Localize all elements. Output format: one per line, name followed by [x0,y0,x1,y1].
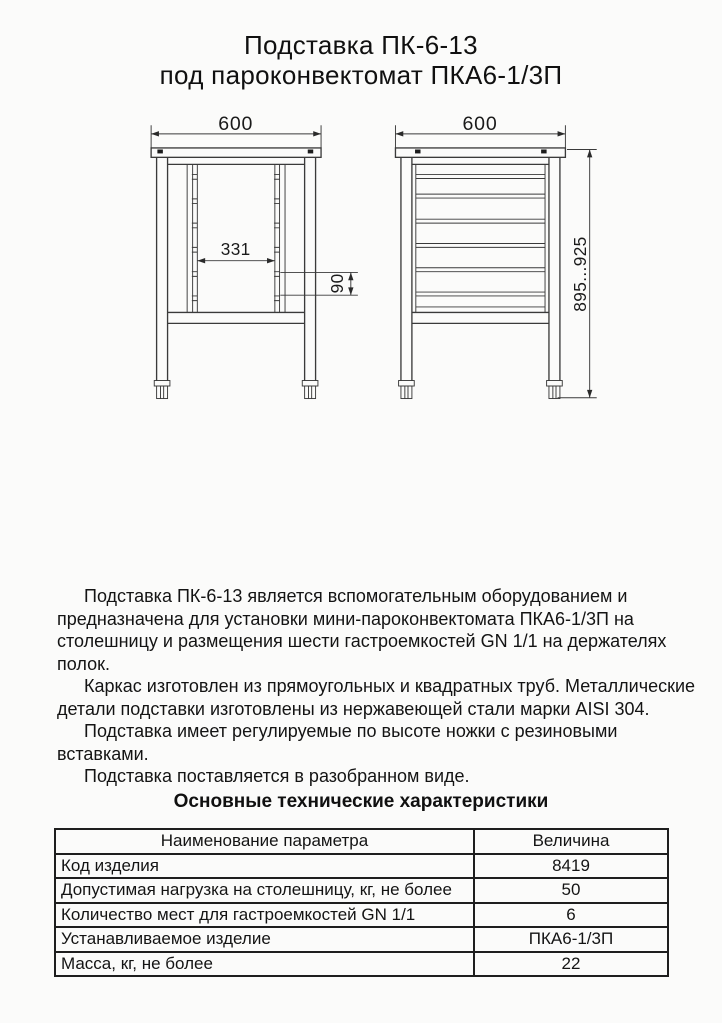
specs-col-header-value: Величина [474,829,668,854]
product-description [57,585,698,788]
front-tabletop [151,148,321,157]
arrow-down-icon [587,390,592,398]
rail-span-label: 331 [220,239,251,260]
table-row [55,952,668,977]
front-cross-member [168,312,305,323]
arrow-left-icon [151,131,159,136]
front-rail-span-dimension [197,239,275,263]
specs-col-header-parameter: Наименование параметра [55,829,474,854]
fastener-mark [308,150,313,154]
spec-param-value: 8419 [474,854,668,879]
description-paragraph: Каркас изготовлен из прямоугольных и квадратных труб. Металлические детали подставки изготовлены из нержавеющей стали марки AISI 304. [57,676,696,719]
side-feet [399,381,563,399]
description-paragraph: Подставка ПК-6-13 является вспомогательным оборудованием и предназначена для установки мини-пароконвектомата ПКА6-1/3П на столешницу и размещения шести гастроемкостей GN 1/1 на держателях полок. [57,586,667,674]
spec-param-name: Количество мест для гастроемкостей GN 1/1 [55,903,474,928]
front-holder-pitch-dimension [280,272,358,295]
arrow-left-icon [395,131,403,136]
technical-drawings [0,108,722,498]
table-row [55,927,668,952]
fastener-mark [541,150,546,154]
table-row [55,903,668,928]
page-title-line2: под пароконвектомат ПКА6-1/3П [159,60,563,90]
arrow-down-icon [348,287,353,295]
specs-table [54,828,669,977]
specs-section-heading: Основные технические характеристики [173,791,549,812]
table-row [55,878,668,903]
page-title-line1: Подставка ПК-6-13 [244,30,478,60]
front-feet [154,381,318,399]
side-height-dimension [558,150,597,398]
front-legs [157,157,316,380]
spec-param-name: Код изделия [55,854,474,879]
side-width-label: 600 [462,112,498,135]
front-width-dimension [151,113,321,149]
arrow-right-icon [267,258,275,263]
description-paragraph: Подставка имеет регулируемые по высоте ножки с резиновыми вставками. [57,721,618,764]
spec-param-value: ПКА6-1/3П [474,927,668,952]
spec-param-name: Устанавливаемое изделие [55,927,474,952]
side-cross-member [412,312,549,323]
arrow-right-icon [313,131,321,136]
spec-param-value: 22 [474,952,668,977]
front-width-label: 600 [218,112,254,135]
page-title [0,30,722,90]
spec-param-value: 6 [474,903,668,928]
side-legs [401,157,560,380]
arrow-up-icon [348,272,353,280]
side-width-dimension [395,113,565,149]
holder-pitch-label: 90 [326,273,347,294]
arrow-right-icon [558,131,566,136]
side-shelf-slats [416,164,545,312]
side-tabletop [395,148,565,157]
arrow-left-icon [197,258,205,263]
front-view-drawing [151,113,358,399]
table-row [55,854,668,879]
height-label: 895...925 [569,236,590,312]
arrow-up-icon [587,150,592,158]
spec-param-value: 50 [474,878,668,903]
front-guide-rails [187,164,285,312]
spec-param-name: Масса, кг, не более [55,952,474,977]
specs-header-row [55,829,668,854]
description-paragraph: Подставка поставляется в разобранном виде. [84,766,470,786]
fastener-mark [157,150,162,154]
fastener-mark [415,150,420,154]
spec-param-name: Допустимая нагрузка на столешницу, кг, не более [55,878,474,903]
side-view-drawing [395,113,596,399]
